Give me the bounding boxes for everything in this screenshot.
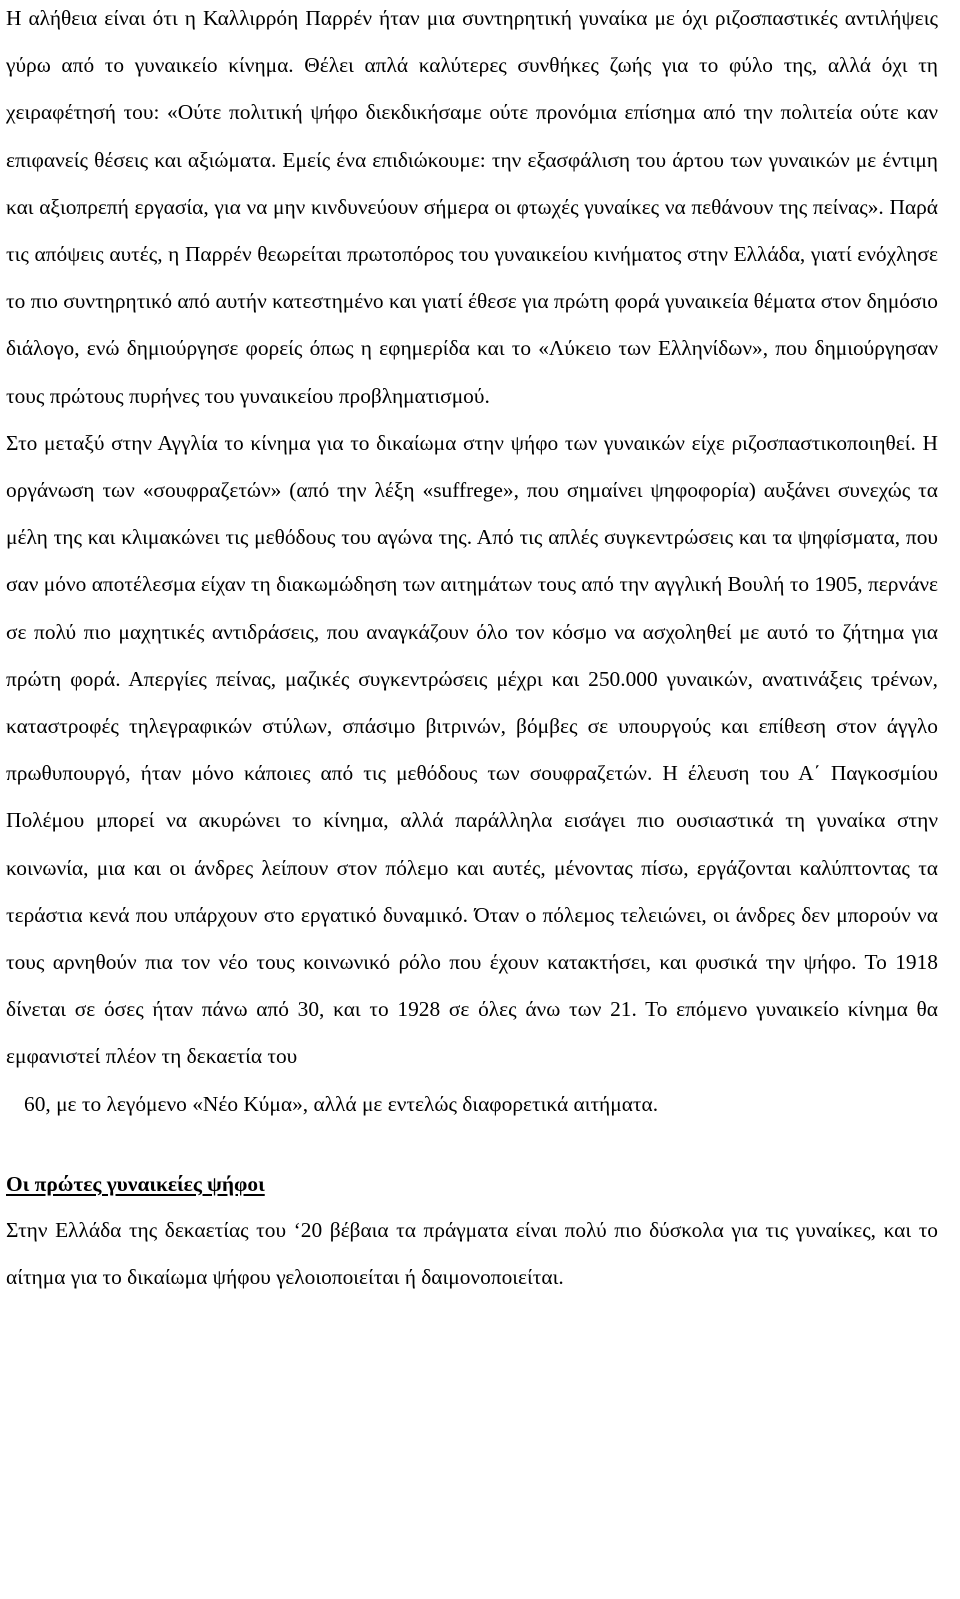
paragraph-suffragettes xyxy=(6,420,938,1128)
section-heading: Οι πρώτες γυναικείες ψήφοι xyxy=(6,1171,265,1196)
document-page xyxy=(6,0,938,1301)
paragraph-suffragettes-body: Στο μεταξύ στην Αγγλία το κίνημα για το δικαίωμα στην ψήφο των γυναικών είχε ριζοσπαστικοποιηθεί. Η οργάνωση των «σουφραζετών» (από την λέξη «suffrege», που σημαίνει ψηφοφορία) αυξάνει συνεχώς τα μέλη της και κλιμακώνει τις μεθόδους του αγώνα της. Από τις απλές συγκεντρώσεις και τα ψηφίσματα, που σαν μόνο αποτέλεσμα είχαν τη διακωμώδηση των αιτημάτων τους από την αγγλική Βουλή το 1905, περνάνε σε πολύ πιο μαχητικές αντιδράσεις, που αναγκάζουν όλο τον κόσμο να ασχοληθεί με αυτό το ζήτημα για πρώτη φορά. Απεργίες πείνας, μαζικές συγκεντρώσεις μέχρι και 250.000 γυναικών, ανατινάξεις τρένων, καταστροφές τηλεγραφικών στύλων, σπάσιμο βιτρινών, βόμβες σε υπουργούς και επίθεση στον άγγλο πρωθυπουργό, ήταν μόνο κάποιες από τις μεθόδους των σουφραζετών. Η έλευση του Α΄ Παγκοσμίου Πολέμου μπορεί να ακυρώνει το κίνημα, αλλά παράλληλα εισάγει πιο ουσιαστικά τη γυναίκα στην κοινωνία, μια και οι άνδρες λείπουν στον πόλεμο και αυτές, μένοντας πίσω, εργάζονται καλύπτοντας τα τεράστια κενά που υπάρχουν στο εργατικό δυναμικό. Όταν ο πόλεμος τελειώνει, οι άνδρες δεν μπορούν να τους αρνηθούν πια τον νέο τους κοινωνικό ρόλο που έχουν κατακτήσει, και φυσικά την ψήφο. Το 1918 δίνεται σε όσες ήταν πάνω από 30, και το 1928 σε όλες άνω των 21. Το επόμενο γυναικείο κίνημα θα εμφανιστεί πλέον τη δεκαετία του xyxy=(6,430,938,1069)
paragraph-greece: Στην Ελλάδα της δεκαετίας του ‘20 βέβαια τα πράγματα είναι πολύ πιο δύσκολα για τις γυναίκες, και το αίτημα για το δικαίωμα ψήφου γελοιοποιείται ή δαιμονοποιείται. xyxy=(6,1218,938,1290)
paragraph-parren: Η αλήθεια είναι ότι η Καλλιρρόη Παρρέν ήταν μια συντηρητική γυναίκα με όχι ριζοσπαστικές αντιλήψεις γύρω από το γυναικείο κίνημα. Θέλει απλά καλύτερες συνθήκες ζωής για το φύλο της, αλλά όχι τη χειραφέτησή του: «Ούτε πολιτική ψήφο διεκδικήσαμε ούτε προνόμια επίσημα από την πολιτεία ούτε καν επιφανείς θέσεις και αξιώματα. Εμείς ένα επιδιώκουμε: την εξασφάλιση του άρτου των γυναικών με έντιμη και αξιοπρεπή εργασία, για να μην κινδυνεύουν σήμερα οι φτωχές γυναίκες να πεθάνουν της πείνας». Παρά τις απόψεις αυτές, η Παρρέν θεωρείται πρωτοπόρος του γυναικείου κινήματος στην Ελλάδα, γιατί ενόχλησε το πιο συντηρητικό από αυτήν κατεστημένο και γιατί έθεσε για πρώτη φορά γυναικεία θέματα στον δημόσιο διάλογο, ενώ δημιούργησε φορείς όπως η εφημερίδα και το «Λύκειο των Ελληνίδων», που δημιούργησαν τους πρώτους πυρήνες του γυναικείου προβληματισμού. xyxy=(6,6,938,408)
paragraph-suffragettes-tail: 60, με το λεγόμενο «Νέο Κύμα», αλλά με εντελώς διαφορετικά αιτήματα. xyxy=(24,1091,659,1116)
